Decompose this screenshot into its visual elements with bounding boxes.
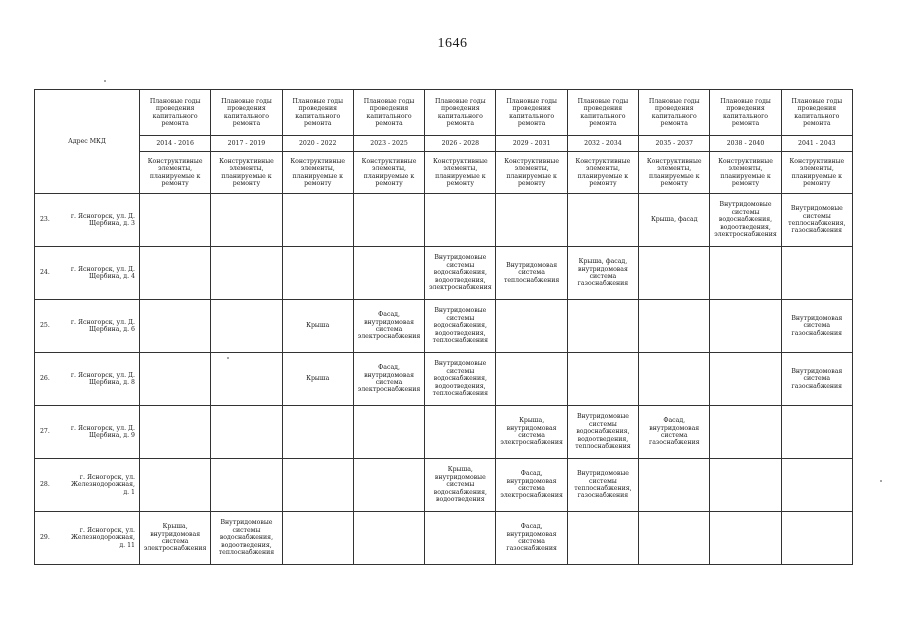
scan-speck bbox=[880, 480, 882, 482]
building-address: г. Ясногорск, ул. Железнодорожная, д. 11 bbox=[63, 512, 140, 565]
table-cell: Крыша, фасад, внутридомовая система газоснабжения bbox=[567, 247, 638, 300]
row-number: 25. bbox=[35, 300, 63, 353]
table-cell bbox=[496, 300, 567, 353]
table-cell bbox=[781, 247, 852, 300]
row-number: 23. bbox=[35, 194, 63, 247]
header-row-elements bbox=[35, 152, 853, 194]
table-row bbox=[35, 459, 853, 512]
table-cell bbox=[353, 459, 424, 512]
table-cell bbox=[211, 459, 282, 512]
table-cell bbox=[639, 353, 710, 406]
table-cell: Внутридомовые системы водоснабжения, водоотведения, электроснабжения bbox=[425, 247, 496, 300]
table-cell bbox=[710, 247, 781, 300]
table-cell: Фасад, внутридомовая система электроснабжения bbox=[353, 353, 424, 406]
table-cell: Крыша, внутридомовые системы водоснабжения, водоотведения bbox=[425, 459, 496, 512]
table-row bbox=[35, 512, 853, 565]
planned-years-header: Плановые годы проведения капитального ремонта bbox=[710, 90, 781, 136]
table-cell bbox=[282, 406, 353, 459]
table-cell bbox=[140, 300, 211, 353]
table-cell: Крыша bbox=[282, 300, 353, 353]
table-cell bbox=[710, 406, 781, 459]
elements-header: Конструктивные элементы, планируемые к ремонту bbox=[211, 152, 282, 194]
period-header: 2017 - 2019 bbox=[211, 136, 282, 152]
table-cell bbox=[496, 353, 567, 406]
table-cell: Внутридомовые системы водоснабжения, водоотведения, теплоснабжения bbox=[211, 512, 282, 565]
table-cell: Фасад, внутридомовая система газоснабжения bbox=[639, 406, 710, 459]
building-address: г. Ясногорск, ул. Д. Щербина, д. 8 bbox=[63, 353, 140, 406]
address-header: Адрес МКД bbox=[35, 90, 140, 194]
page-number: 1646 bbox=[437, 36, 468, 51]
elements-header: Конструктивные элементы, планируемые к ремонту bbox=[282, 152, 353, 194]
elements-header: Конструктивные элементы, планируемые к ремонту bbox=[425, 152, 496, 194]
table-cell: Крыша bbox=[282, 353, 353, 406]
table-cell: Внутридомовая система газоснабжения bbox=[781, 353, 852, 406]
row-number: 28. bbox=[35, 459, 63, 512]
table-cell: Внутридомовые системы водоснабжения, водоотведения, теплоснабжения bbox=[425, 353, 496, 406]
row-number: 27. bbox=[35, 406, 63, 459]
table-cell: Крыша, фасад bbox=[639, 194, 710, 247]
table-cell bbox=[425, 512, 496, 565]
scan-speck bbox=[227, 357, 229, 359]
building-address: г. Ясногорск, ул. Д. Щербина, д. 4 bbox=[63, 247, 140, 300]
elements-header: Конструктивные элементы, планируемые к ремонту bbox=[140, 152, 211, 194]
row-number: 26. bbox=[35, 353, 63, 406]
row-number: 29. bbox=[35, 512, 63, 565]
table-cell bbox=[639, 459, 710, 512]
table-cell bbox=[710, 459, 781, 512]
table-cell: Внутридомовые системы теплоснабжения, газоснабжения bbox=[567, 459, 638, 512]
table-cell: Внутридомовая система теплоснабжения bbox=[496, 247, 567, 300]
table-cell bbox=[639, 512, 710, 565]
table-cell bbox=[639, 300, 710, 353]
table-cell bbox=[567, 353, 638, 406]
table-cell: Внутридомовые системы водоснабжения, водоотведения, электроснабжения bbox=[710, 194, 781, 247]
planned-years-header: Плановые годы проведения капитального ремонта bbox=[140, 90, 211, 136]
elements-header: Конструктивные элементы, планируемые к ремонту bbox=[781, 152, 852, 194]
period-header: 2038 - 2040 bbox=[710, 136, 781, 152]
building-address: г. Ясногорск, ул. Д. Щербина, д. 9 bbox=[63, 406, 140, 459]
table-cell bbox=[140, 247, 211, 300]
table-row bbox=[35, 194, 853, 247]
table-cell bbox=[353, 512, 424, 565]
table-cell: Крыша, внутридомовая система электроснабжения bbox=[496, 406, 567, 459]
planned-years-header: Плановые годы проведения капитального ремонта bbox=[425, 90, 496, 136]
planned-years-header: Плановые годы проведения капитального ремонта bbox=[781, 90, 852, 136]
table-cell: Фасад, внутридомовая система электроснабжения bbox=[353, 300, 424, 353]
period-header: 2032 - 2034 bbox=[567, 136, 638, 152]
planned-years-header: Плановые годы проведения капитального ремонта bbox=[353, 90, 424, 136]
elements-header: Конструктивные элементы, планируемые к ремонту bbox=[710, 152, 781, 194]
planned-years-header: Плановые годы проведения капитального ремонта bbox=[639, 90, 710, 136]
table-cell bbox=[282, 247, 353, 300]
period-header: 2029 - 2031 bbox=[496, 136, 567, 152]
table-cell bbox=[781, 406, 852, 459]
table-cell bbox=[496, 194, 567, 247]
planned-years-header: Плановые годы проведения капитального ремонта bbox=[211, 90, 282, 136]
header-row-planned-years bbox=[35, 90, 853, 136]
building-address: г. Ясногорск, ул. Д. Щербина, д. 6 bbox=[63, 300, 140, 353]
table-cell bbox=[567, 512, 638, 565]
table-row bbox=[35, 353, 853, 406]
table-cell bbox=[140, 459, 211, 512]
table-cell bbox=[211, 247, 282, 300]
table-row bbox=[35, 247, 853, 300]
table-cell bbox=[710, 512, 781, 565]
table-cell bbox=[211, 353, 282, 406]
table-cell: Крыша, внутридомовая система электроснабжения bbox=[140, 512, 211, 565]
period-header: 2041 - 2043 bbox=[781, 136, 852, 152]
table-cell: Внутридомовая система газоснабжения bbox=[781, 300, 852, 353]
period-header: 2014 - 2016 bbox=[140, 136, 211, 152]
building-address: г. Ясногорск, ул. Д. Щербина, д. 3 bbox=[63, 194, 140, 247]
header-row-periods bbox=[35, 136, 853, 152]
table-cell bbox=[140, 406, 211, 459]
table-cell bbox=[282, 459, 353, 512]
table-cell: Внутридомовые системы водоснабжения, водоотведения, теплоснабжения bbox=[425, 300, 496, 353]
elements-header: Конструктивные элементы, планируемые к ремонту bbox=[496, 152, 567, 194]
elements-header: Конструктивные элементы, планируемые к ремонту bbox=[353, 152, 424, 194]
row-number: 24. bbox=[35, 247, 63, 300]
table-cell bbox=[710, 353, 781, 406]
table-cell bbox=[353, 247, 424, 300]
table-cell bbox=[211, 300, 282, 353]
period-header: 2026 - 2028 bbox=[425, 136, 496, 152]
scan-speck bbox=[104, 80, 106, 82]
table-cell: Фасад, внутридомовая система электроснабжения bbox=[496, 459, 567, 512]
table-cell: Внутридомовые системы водоснабжения, водоотведения, теплоснабжения bbox=[567, 406, 638, 459]
table-cell bbox=[425, 406, 496, 459]
elements-header: Конструктивные элементы, планируемые к ремонту bbox=[567, 152, 638, 194]
table-row bbox=[35, 300, 853, 353]
table-cell bbox=[211, 406, 282, 459]
period-header: 2023 - 2025 bbox=[353, 136, 424, 152]
period-header: 2035 - 2037 bbox=[639, 136, 710, 152]
building-address: г. Ясногорск, ул. Железнодорожная, д. 1 bbox=[63, 459, 140, 512]
table-cell bbox=[353, 194, 424, 247]
table-cell bbox=[781, 459, 852, 512]
table-cell bbox=[282, 512, 353, 565]
table-cell bbox=[567, 300, 638, 353]
planned-years-header: Плановые годы проведения капитального ремонта bbox=[567, 90, 638, 136]
table-cell: Внутридомовые системы теплоснабжения, газоснабжения bbox=[781, 194, 852, 247]
table-cell bbox=[710, 300, 781, 353]
table-cell bbox=[282, 194, 353, 247]
table-cell bbox=[140, 353, 211, 406]
table-cell bbox=[425, 194, 496, 247]
table-cell bbox=[567, 194, 638, 247]
table-cell bbox=[353, 406, 424, 459]
table-cell bbox=[639, 247, 710, 300]
table-cell bbox=[211, 194, 282, 247]
planned-years-header: Плановые годы проведения капитального ремонта bbox=[496, 90, 567, 136]
table-cell bbox=[781, 512, 852, 565]
table-row bbox=[35, 406, 853, 459]
table-cell: Фасад, внутридомовая система газоснабжения bbox=[496, 512, 567, 565]
elements-header: Конструктивные элементы, планируемые к ремонту bbox=[639, 152, 710, 194]
capital-repair-schedule-table bbox=[34, 89, 853, 565]
planned-years-header: Плановые годы проведения капитального ремонта bbox=[282, 90, 353, 136]
period-header: 2020 - 2022 bbox=[282, 136, 353, 152]
table-cell bbox=[140, 194, 211, 247]
